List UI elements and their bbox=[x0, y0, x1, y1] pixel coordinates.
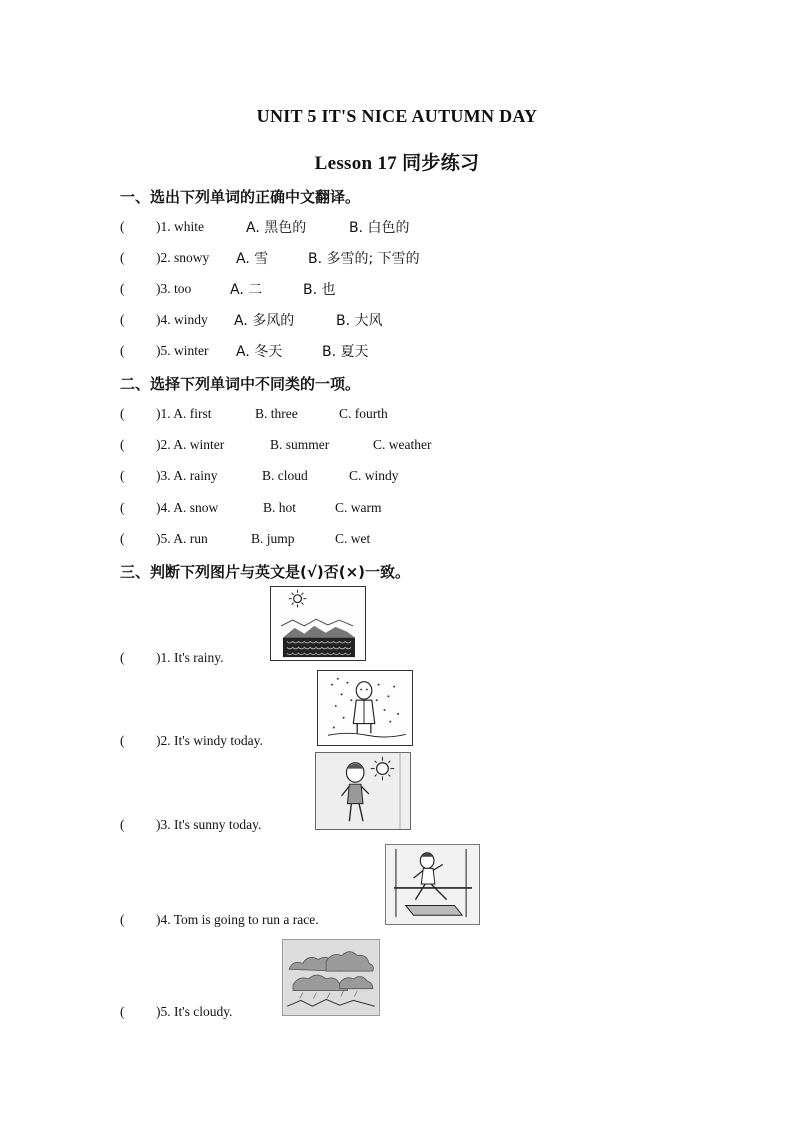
lesson-subtitle: Lesson 17 同步练习 bbox=[314, 153, 480, 174]
paren: ( bbox=[120, 343, 125, 358]
option-b: B. summer bbox=[270, 437, 330, 452]
section-1-heading: 一、选出下列单词的正确中文翻译。 bbox=[120, 188, 361, 206]
option-c: C. warm bbox=[335, 500, 382, 515]
paren: ( bbox=[120, 912, 125, 927]
paren: ( bbox=[120, 219, 125, 234]
boy-race-illustration bbox=[386, 845, 479, 924]
cloudy-sky-illustration bbox=[283, 940, 379, 1015]
section-3-heading: 三、判断下列图片与英文是(√)否(×)一致。 bbox=[120, 563, 410, 581]
option-c: C. wet bbox=[335, 531, 371, 546]
paren: ( bbox=[120, 1004, 125, 1019]
option-b: B. 也 bbox=[303, 282, 336, 298]
paren: ( bbox=[120, 250, 125, 265]
page-title: UNIT 5 IT'S NICE AUTUMN DAY bbox=[256, 106, 538, 126]
statement: )4. Tom is going to run a race. bbox=[156, 912, 319, 927]
option-a: )1. A. first bbox=[156, 406, 212, 421]
snowy-child-illustration bbox=[318, 671, 412, 745]
statement: )1. It's rainy. bbox=[156, 650, 224, 665]
statement: )3. It's sunny today. bbox=[156, 817, 262, 832]
sunny-boy-illustration bbox=[316, 753, 410, 829]
option-b: B. three bbox=[255, 406, 298, 421]
option-a: A. 多风的 bbox=[234, 313, 295, 329]
paren: ( bbox=[120, 468, 125, 483]
paren: ( bbox=[120, 500, 125, 515]
paren: ( bbox=[120, 437, 125, 452]
option-b: B. 夏天 bbox=[322, 344, 369, 360]
picture-snowy-child bbox=[317, 670, 413, 746]
section-2-heading: 二、选择下列单词中不同类的一项。 bbox=[120, 375, 361, 393]
paren: ( bbox=[120, 531, 125, 546]
question-word: )5. winter bbox=[156, 343, 209, 358]
option-a: A. 冬天 bbox=[236, 344, 283, 360]
picture-sunny-mountains bbox=[270, 586, 366, 661]
option-a: )5. A. run bbox=[156, 531, 208, 546]
option-b: B. jump bbox=[251, 531, 295, 546]
option-a: A. 二 bbox=[230, 282, 263, 298]
paren: ( bbox=[120, 733, 125, 748]
option-a: A. 雪 bbox=[236, 251, 269, 267]
question-word: )1. white bbox=[156, 219, 204, 234]
option-b: B. 白色的 bbox=[349, 220, 410, 236]
paren: ( bbox=[120, 281, 125, 296]
option-a: )2. A. winter bbox=[156, 437, 225, 452]
picture-cloudy-sky bbox=[282, 939, 380, 1016]
paren: ( bbox=[120, 817, 125, 832]
paren: ( bbox=[120, 312, 125, 327]
option-a: )3. A. rainy bbox=[156, 468, 218, 483]
option-b: B. hot bbox=[263, 500, 297, 515]
option-a: )4. A. snow bbox=[156, 500, 219, 515]
question-word: )2. snowy bbox=[156, 250, 210, 265]
option-a: A. 黑色的 bbox=[246, 220, 307, 236]
question-word: )4. windy bbox=[156, 312, 208, 327]
option-c: C. weather bbox=[373, 437, 432, 452]
statement: )5. It's cloudy. bbox=[156, 1004, 233, 1019]
paren: ( bbox=[120, 406, 125, 421]
question-word: )3. too bbox=[156, 281, 192, 296]
option-c: C. windy bbox=[349, 468, 399, 483]
option-b: B. 多雪的; 下雪的 bbox=[308, 251, 420, 267]
statement: )2. It's windy today. bbox=[156, 733, 263, 748]
picture-sunny-boy bbox=[315, 752, 411, 830]
option-b: B. 大风 bbox=[336, 313, 383, 329]
picture-boy-race bbox=[385, 844, 480, 925]
option-c: C. fourth bbox=[339, 406, 388, 421]
sun-mountains-illustration bbox=[271, 587, 365, 660]
paren: ( bbox=[120, 650, 125, 665]
option-b: B. cloud bbox=[262, 468, 308, 483]
